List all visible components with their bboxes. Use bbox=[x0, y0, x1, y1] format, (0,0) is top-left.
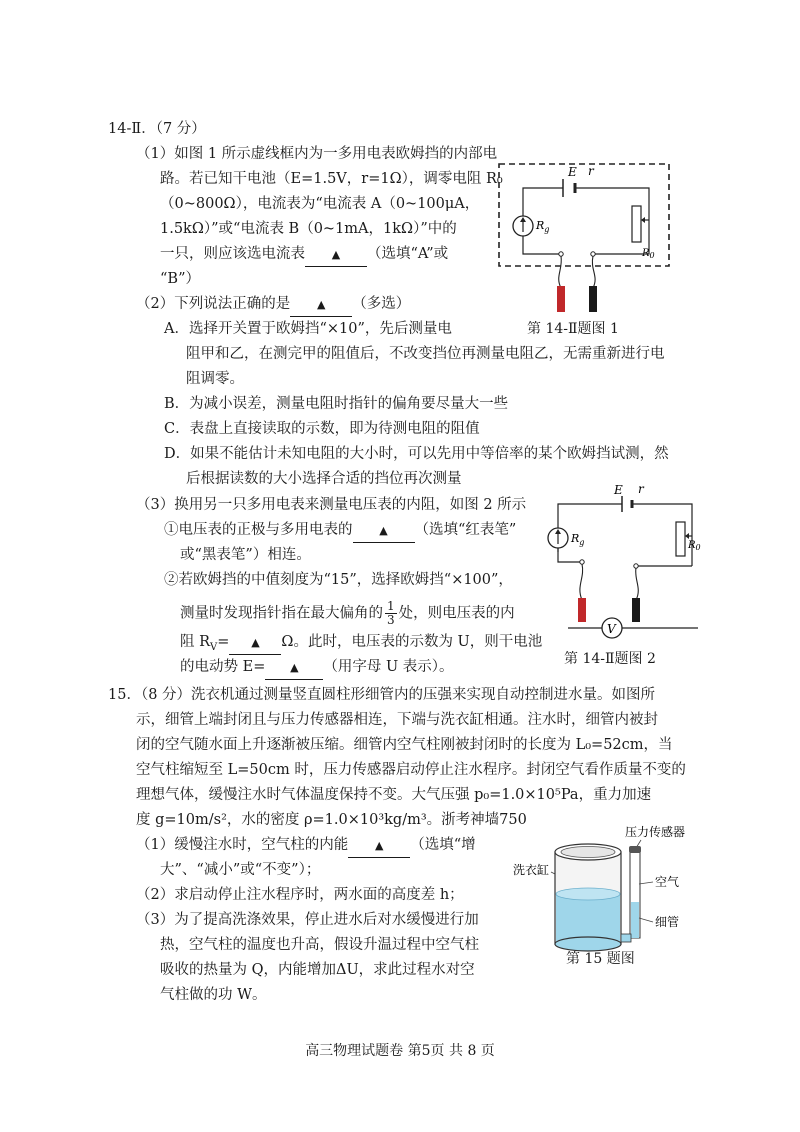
q15-line3: 闭的空气随水面上升逐渐被压缩。细管内空气柱刚被封闭时的长度为 L₀=52cm，当 bbox=[136, 737, 673, 753]
q15-sub2: （2）求启动停止注水程序时，两水面的高度差 h； bbox=[136, 887, 464, 903]
q14-option-a-line3: 阻调零。 bbox=[186, 371, 244, 387]
answer-blank-2 bbox=[290, 293, 352, 317]
answer-blank-3 bbox=[353, 519, 415, 543]
answer-blank-6 bbox=[348, 834, 410, 858]
q14-p2-line1: （2）下列说法正确的是 ▲ （多选） bbox=[136, 293, 410, 317]
black-probe bbox=[589, 286, 597, 312]
q15-sub3-line4: 气柱做的功 W。 bbox=[160, 987, 267, 1003]
answer-blank-1 bbox=[305, 243, 367, 267]
q15-sub1-line1: （1）缓慢注水时，空气柱的内能 ▲ （选填“增 bbox=[136, 834, 476, 858]
connecting-pipe bbox=[621, 934, 631, 942]
figure-14-1-circuit bbox=[495, 158, 675, 318]
figure-15-washer bbox=[505, 822, 720, 957]
q15-line1: 15．（8 分）洗衣机通过测量竖直圆柱形细管内的压强来实现自动控制进水量。如图所 bbox=[108, 687, 656, 703]
triangle-icon: ▲ bbox=[379, 524, 388, 537]
terminal-left bbox=[559, 252, 563, 256]
answer-blank-5 bbox=[265, 656, 323, 680]
q14-p1-line6: “B”） bbox=[160, 271, 200, 287]
triangle-icon: ▲ bbox=[290, 661, 299, 674]
q14-option-d-line1: D．如果不能估计未知电阻的大小时，可以先用中等倍率的某个欧姆挡试测，然 bbox=[164, 446, 669, 462]
q14-option-b: B．为减小误差，测量电阻时指针的偏角要尽量大一些 bbox=[164, 396, 509, 412]
q14-p3-line7: 的电动势 E= ▲ （用字母 U 表示）。 bbox=[180, 656, 454, 680]
label-E: E bbox=[614, 483, 623, 497]
label-R0: $R_0$ bbox=[688, 540, 701, 552]
q14-p3-line5: 测量时发现指针指在最大偏角的 $\frac{1}{3}$ 处，则电压表的内 bbox=[180, 599, 515, 627]
label-r: r bbox=[638, 482, 644, 496]
rheostat-r0 bbox=[632, 206, 641, 242]
tub-water bbox=[556, 894, 620, 943]
q14-p3-line6: 阻 $R_V=$ ▲ Ω。此时，电压表的示数为 U，则干电池 bbox=[180, 631, 542, 659]
figure-15-caption: 第 15 题图 bbox=[566, 951, 635, 967]
q14-p3-line2: ①电压表的正极与多用电表的 ▲ （选填“红表笔” bbox=[164, 519, 516, 543]
rheostat-r0 bbox=[676, 522, 685, 556]
page-footer: 高三物理试题卷 第5页 共 8 页 bbox=[305, 1043, 495, 1059]
q15-sub3-line3: 吸收的热量为 Q，内能增加ΔU，求此过程水对空 bbox=[160, 962, 475, 978]
tube-water bbox=[631, 902, 639, 938]
answer-blank-4 bbox=[229, 631, 281, 655]
black-probe-lead bbox=[592, 256, 595, 288]
q15-line2: 示，细管上端封闭且与压力传感器相连，下端与洗衣缸相通。注水时，细管内被封 bbox=[136, 712, 658, 728]
water-surface bbox=[556, 888, 620, 900]
q14-option-d-line2: 后根据读数的大小选择合适的挡位再次测量 bbox=[186, 471, 462, 487]
q14-header: 14-Ⅱ．（7 分） bbox=[108, 121, 206, 137]
q15-sub1-line2: 大”、“减小”或“不变”）； bbox=[160, 862, 321, 878]
terminal-right bbox=[591, 252, 595, 256]
triangle-icon: ▲ bbox=[375, 839, 384, 852]
q14-p3-line1: （3）换用另一只多用电表来测量电压表的内阻，如图 2 所示 bbox=[136, 497, 527, 513]
label-R0: $R_0$ bbox=[642, 248, 655, 260]
pressure-sensor bbox=[629, 846, 641, 853]
label-tub: 洗衣缸 bbox=[513, 863, 550, 877]
label-Rg: $R_g$ bbox=[536, 219, 550, 234]
q15-line6: 度 g=10m/s²，水的密度 ρ=1.0×10³kg/m³。浙考神墙750 bbox=[136, 812, 527, 828]
black-probe bbox=[632, 598, 640, 622]
q14-option-a-line1: A．选择开关置于欧姆挡“×10”，先后测量电 bbox=[164, 321, 452, 337]
terminal-right bbox=[634, 564, 638, 568]
figure-14-1-caption: 第 14-Ⅱ题图 1 bbox=[527, 321, 619, 337]
label-r: r bbox=[588, 164, 594, 178]
q15-sub3-line2: 热，空气柱的温度也升高，假设升温过程中空气柱 bbox=[160, 937, 479, 953]
q14-p3-line3: 或“黑表笔”）相连。 bbox=[180, 547, 311, 563]
q15-sub3-line1: （3）为了提高洗涤效果，停止进水后对水缓慢进行加 bbox=[136, 912, 479, 928]
label-sensor: 压力传感器 bbox=[625, 825, 686, 839]
figure-14-2-caption: 第 14-Ⅱ题图 2 bbox=[564, 651, 656, 667]
q14-p1-line1: （1）如图 1 所示虚线框内为一多用电表欧姆挡的内部电 bbox=[136, 146, 498, 162]
red-probe bbox=[578, 598, 586, 622]
red-probe-lead bbox=[559, 256, 562, 288]
q14-option-c: C．表盘上直接读取的示数，即为待测电阻的阻值 bbox=[164, 421, 480, 437]
triangle-icon: ▲ bbox=[251, 636, 260, 649]
label-tube: 细管 bbox=[655, 915, 680, 929]
q14-p3-line4: ②若欧姆挡的中值刻度为“15”，选择欧姆挡“×100”， bbox=[164, 572, 513, 588]
q14-option-a-line2: 阻甲和乙，在测完甲的阻值后，不改变挡位再测量电阻乙，无需重新进行电 bbox=[186, 346, 665, 362]
label-V: V bbox=[607, 622, 616, 636]
label-air: 空气 bbox=[655, 875, 680, 889]
triangle-icon: ▲ bbox=[317, 298, 326, 311]
q14-p1-line3: （0~800Ω），电流表为“电流表 A（0~100μA， bbox=[160, 196, 480, 212]
label-Rg: $R_g$ bbox=[571, 532, 585, 547]
triangle-icon: ▲ bbox=[331, 248, 341, 261]
fraction-one-third: $\frac{1}{3}$ bbox=[387, 599, 395, 627]
figure-14-2-circuit bbox=[548, 482, 718, 644]
q14-p1-line2: 路。若已知干电池（E=1.5V，r=1Ω），调零电阻 R₀ bbox=[160, 171, 503, 187]
terminal-left bbox=[580, 560, 584, 564]
q14-p1-line5: 一只，则应该选电流表 ▲ （选填“A”或 bbox=[160, 243, 448, 267]
q15-line4: 空气柱缩短至 L=50cm 时，压力传感器启动停止注水程序。封闭空气看作质量不变的 bbox=[136, 762, 686, 778]
q14-p1-line4: 1.5kΩ）”或“电流表 B（0~1mA，1kΩ）”中的 bbox=[160, 221, 457, 237]
label-E: E bbox=[568, 165, 577, 179]
red-probe bbox=[557, 286, 565, 312]
q15-line5: 理想气体，缓慢注水时气体温度保持不变。大气压强 p₀=1.0×10⁵Pa，重力加速 bbox=[136, 787, 652, 803]
